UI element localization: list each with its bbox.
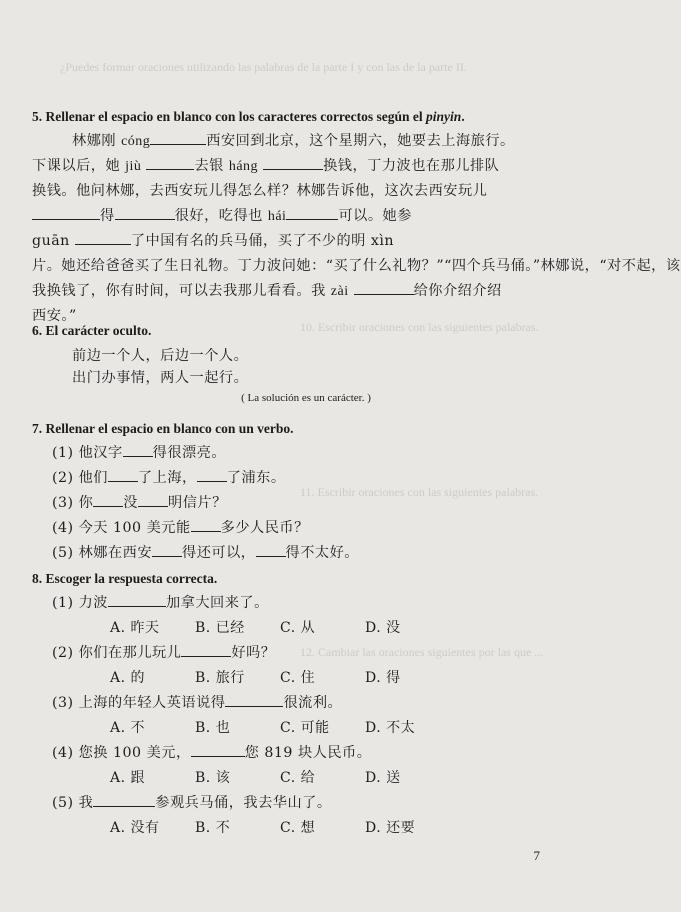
answer-options: A. 的 B. 旅行 C. 住 D. 得 bbox=[110, 670, 401, 686]
answer-options: A. 不 B. 也 C. 可能 D. 不太 bbox=[110, 720, 416, 736]
bleedthrough-line: 10. Escribir oraciones con las siguientes palabras. bbox=[300, 320, 539, 334]
list-item: (3) 你 没 明信片？ bbox=[52, 495, 227, 511]
exercise-items bbox=[32, 591, 580, 841]
exercise-items bbox=[32, 441, 580, 566]
exercise-5 bbox=[32, 108, 681, 329]
exercise-7 bbox=[32, 420, 580, 566]
page-number: 7 bbox=[533, 848, 540, 863]
list-item: (2) 他们 了上海， 了浦东。 bbox=[52, 470, 286, 486]
exercise-body: 林娜刚 cóng 西安回到北京，这个星期六，她要去上海旅行。 下课以后，她 jiù 去银 háng 换钱，丁力波也在那儿排队 换钱。他问林娜，去西安玩儿得怎么样？林娜告诉他，这次去西安玩儿 得 很好，吃得也 hái 可以。她参 guān 了中国有名的兵马俑，买了不少的明 xìn 片。她还给爸爸买了生日礼物。丁力波问她：“买了什么礼物？”“四个兵马俑。”林娜说，“对不起，该 我换钱了，你有时间，可以去我那儿看看。我 zài 给你介绍介绍 西安。” bbox=[32, 133, 681, 324]
list-item: (5) 林娜在西安 得还可以， 得不太好。 bbox=[52, 545, 359, 561]
exercise-heading: 5. Rellenar el espacio en blanco con los caracteres correctos según el pinyin. bbox=[32, 109, 465, 124]
exercise-heading: 8. Escoger la respuesta correcta. bbox=[32, 571, 218, 586]
answer-options: A. 昨天 B. 已经 C. 从 D. 没 bbox=[110, 620, 401, 636]
question-item: (3) 上海的年轻人英语说得 很流利。 bbox=[52, 695, 343, 711]
riddle-hint: ( La solución es un carácter. ) bbox=[241, 392, 371, 404]
list-item: (4) 今天 100 美元能 多少人民币？ bbox=[52, 520, 309, 536]
question-item: (4) 您换 100 美元， 您 819 块人民币。 bbox=[52, 745, 372, 761]
question-item: (1) 力波 加拿大回来了。 bbox=[52, 595, 269, 611]
bleedthrough-line: 11. Escribir oraciones con las siguientes palabras. bbox=[300, 485, 539, 499]
exercise-6 bbox=[32, 322, 580, 404]
exercise-heading: 7. Rellenar el espacio en blanco con un verbo. bbox=[32, 421, 294, 436]
list-item: (1) 他汉字 得很漂亮。 bbox=[52, 445, 227, 461]
question-item: (2) 你们在那儿玩儿 好吗？ bbox=[52, 645, 276, 661]
answer-options: A. 跟 B. 该 C. 给 D. 送 bbox=[110, 770, 401, 786]
riddle-text: 前边一个人，后边一个人。 出门办事情，两人一起行。 bbox=[72, 348, 249, 386]
bleedthrough-line: 12. Cambiar las oraciones siguientes por las que ... bbox=[300, 645, 544, 659]
exercise-8 bbox=[32, 570, 580, 841]
question-item: (5) 我 参观兵马俑，我去华山了。 bbox=[52, 795, 332, 811]
answer-options: A. 没有 B. 不 C. 想 D. 还要 bbox=[110, 820, 416, 836]
exercise-heading: 6. El carácter oculto. bbox=[32, 323, 152, 338]
bleedthrough-line: ¿Puedes formar oraciones utilizando las palabras de la parte I y con las de la parte II. bbox=[60, 60, 467, 74]
